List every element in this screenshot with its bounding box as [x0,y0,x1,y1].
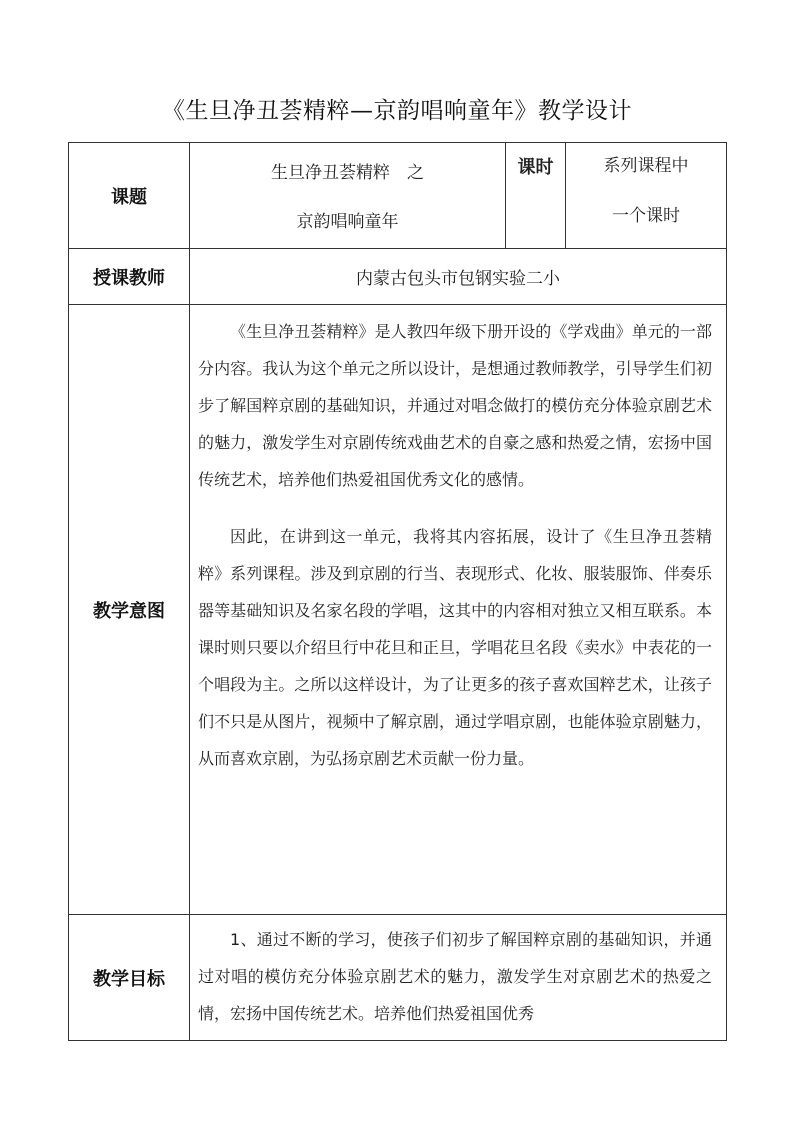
goal-body [190,915,727,1041]
goal-row [69,915,727,1041]
hours-label: 课时 [506,143,566,249]
topic-label: 课题 [69,143,190,249]
topic-row [69,143,727,249]
teacher-value: 内蒙古包头市包钢实验二小 [190,249,727,305]
goal-label: 教学目标 [69,915,190,1041]
goal-paragraph-1: 1、通过不断的学习，使孩子们初步了解国粹京剧的基础知识，并通过对唱的模仿充分体验京剧艺术的魅力，激发学生对京剧艺术的热爱之情，宏扬中国传统艺术。培养他们热爱祖国优秀 [198,930,712,1023]
intent-row [69,305,727,915]
intent-paragraph-2: 因此，在讲到这一单元，我将其内容拓展，设计了《生旦净丑荟精粹》系列课程。涉及到京剧的行当、表现形式、化妆、服装服饰、伴奏乐器等基础知识及名家名段的学唱，这其中的内容相对独立又相互联系。本课时则只要以介绍旦行中花旦和正旦，学唱花旦名段《卖水》中表花的一个唱段为主。之所以这样设计，为了让更多的孩子喜欢国粹艺术，让孩子们不只是从图片，视频中了解京剧，通过学唱京剧，也能体验京剧魅力，从而喜欢京剧，为弘扬京剧艺术贡献一份力量。 [198,527,712,768]
topic-value [190,143,506,249]
hours-line-1: 系列课程中 [603,156,689,176]
intent-label: 教学意图 [69,305,190,915]
topic-line-2: 京韵唱响童年 [296,211,399,232]
lesson-plan-table [68,142,727,1041]
intent-paragraph-1: 《生旦净丑荟精粹》是人教四年级下册开设的《学戏曲》单元的一部分内容。我认为这个单元之所以设计，是想通过教师教学，引导学生们初步了解国粹京剧的基础知识，并通过对唱念做打的模仿充分体验京剧艺术的魅力，激发学生对京剧传统戏曲艺术的自豪之感和热爱之情，宏扬中国传统艺术，培养他们热爱祖国优秀文化的感情。 [198,322,712,489]
teacher-row [69,249,727,305]
teacher-label: 授课教师 [69,249,190,305]
topic-line-1: 生旦净丑荟精粹 之 [271,162,424,183]
hours-value [566,143,727,249]
document-title: 《生旦净丑荟精粹—京韵唱响童年》教学设计 [162,98,632,124]
intent-body [190,305,727,915]
hours-line-2: 一个课时 [612,206,680,226]
